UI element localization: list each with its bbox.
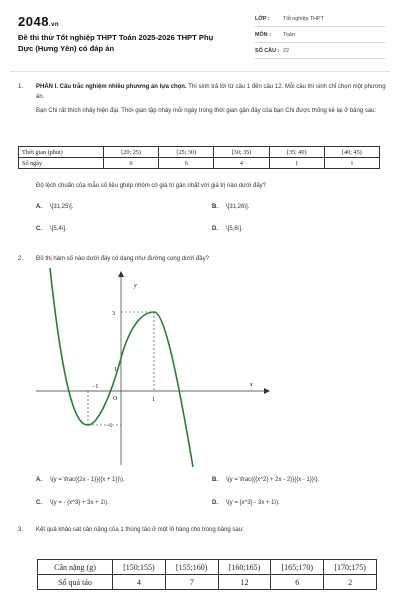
meta-row-count xyxy=(255,45,385,59)
option-d[interactable] xyxy=(212,500,280,506)
q3-weight-table xyxy=(37,559,377,590)
option-a[interactable] xyxy=(36,204,73,210)
option-text: \[5,4\]. xyxy=(50,226,67,232)
tick-label-x1: 1 xyxy=(152,397,155,403)
option-label: A. xyxy=(36,204,42,210)
part-instructions xyxy=(36,82,390,102)
table-cell: [160;165) xyxy=(218,560,271,575)
exam-meta xyxy=(255,13,385,61)
question-stem: Kết quả khảo sát cân nặng của 1 thùng táo ở một lô hàng cho trong bảng sau: xyxy=(36,527,244,533)
option-text: \[31,26\]. xyxy=(226,204,250,210)
option-d[interactable] xyxy=(212,226,243,232)
question-stem: Đồ thị hàm số nào dưới đây có dạng như đường cong dưới đây? xyxy=(36,256,209,262)
table-cell: [25; 30) xyxy=(159,147,214,158)
table-cell: [170;175) xyxy=(324,560,377,575)
option-b[interactable] xyxy=(212,477,319,483)
logo-suffix: .vn xyxy=(48,22,60,28)
meta-value: Tốt nghiệp THPT xyxy=(283,16,324,22)
option-label: D. xyxy=(212,500,218,506)
table-cell: 1 xyxy=(324,158,379,169)
table-row xyxy=(38,575,377,590)
table-cell: 12 xyxy=(218,575,271,590)
option-label: C. xyxy=(36,500,42,506)
table-cell: [35; 40) xyxy=(269,147,324,158)
table-cell: Số ngày xyxy=(19,158,104,169)
option-label: C. xyxy=(36,226,42,232)
table-cell: 6 xyxy=(159,158,214,169)
origin-label: O xyxy=(113,396,118,402)
x-axis-label: x xyxy=(250,382,253,388)
tick-label-yneg1: −1 xyxy=(106,423,113,429)
table-cell: 4 xyxy=(113,575,166,590)
meta-key: MÔN : xyxy=(255,32,271,38)
option-c[interactable] xyxy=(36,226,67,232)
table-cell: Cân nặng (g) xyxy=(38,560,113,575)
option-label: D. xyxy=(212,226,218,232)
question-number: 1. xyxy=(18,84,24,90)
table-cell: 4 xyxy=(214,158,269,169)
q1-table-wrap xyxy=(18,146,380,169)
meta-row-subject xyxy=(255,29,385,43)
meta-key: LỚP : xyxy=(255,16,270,22)
table-cell: 1 xyxy=(269,158,324,169)
function-curve xyxy=(50,268,193,467)
table-cell: 6 xyxy=(271,575,324,590)
site-logo[interactable] xyxy=(18,14,59,29)
question-body xyxy=(36,82,390,120)
x-axis-arrow xyxy=(264,388,270,394)
table-cell: Thời gian (phút) xyxy=(19,147,104,158)
y-axis-arrow xyxy=(118,271,124,277)
logo-text: 2048 xyxy=(18,14,49,29)
option-label: B. xyxy=(212,477,218,483)
meta-value: 22 xyxy=(283,48,289,54)
tick-label-y3: 3 xyxy=(112,311,115,317)
tick-label-y1: 1 xyxy=(114,367,117,373)
header-divider xyxy=(10,71,390,72)
page-header xyxy=(0,0,400,70)
tick-label-xneg1: −1 xyxy=(92,384,99,390)
option-text: \(y = - {x^3} + 3x + 1\). xyxy=(50,500,110,506)
question-stem: Bạn Chi rất thích nhảy hiện đại. Thời gian tập nhảy mỗi ngày trong thời gian gần đây của bạn Chi được thống kê lại ở bảng sau: xyxy=(36,108,377,114)
table-cell: 2 xyxy=(324,575,377,590)
option-text: \(y = {x^3} - 3x + 1\). xyxy=(226,500,280,506)
q3-table-wrap xyxy=(37,559,377,590)
table-cell: [155;160) xyxy=(165,560,218,575)
q1-frequency-table xyxy=(18,146,380,169)
part-label: PHẦN I. Câu trắc nghiệm nhiều phương án lựa chọn. xyxy=(36,84,187,90)
exam-title: Đề thi thử Tốt nghiệp THPT Toán 2025-2026 THPT Phụ Dực (Hưng Yên) có đáp án xyxy=(18,33,214,53)
question-text: Độ lệch chuẩn của mẫu số liệu ghép nhóm có giá trị gần nhất với giá trị nào dưới đây? xyxy=(36,183,267,189)
option-c[interactable] xyxy=(36,500,109,506)
table-header-row xyxy=(38,560,377,575)
option-a[interactable] xyxy=(36,477,125,483)
option-b[interactable] xyxy=(212,204,249,210)
question-number: 2. xyxy=(18,256,24,262)
table-row xyxy=(19,158,380,169)
option-label: B. xyxy=(212,204,218,210)
table-cell: [165;170) xyxy=(271,560,324,575)
table-cell: [30; 35) xyxy=(214,147,269,158)
table-header-row xyxy=(19,147,380,158)
table-cell: [150;155) xyxy=(113,560,166,575)
y-axis-label: y xyxy=(134,283,137,289)
part-text: Thí sinh trả lời từ câu 1 đến câu 12. Mỗi câu thí sinh chỉ chọn một phương án. xyxy=(36,84,386,100)
option-text: \(y = \frac{{{x^2} + 2x - 2}}{{x - 1}}\). xyxy=(226,477,320,483)
table-cell: [40; 45) xyxy=(324,147,379,158)
table-cell: 7 xyxy=(165,575,218,590)
cubic-graph xyxy=(36,267,276,467)
table-cell: [20; 25) xyxy=(104,147,159,158)
option-text: \[31,25\]. xyxy=(50,204,74,210)
question-number: 3. xyxy=(18,527,24,533)
meta-row-class xyxy=(255,13,385,27)
option-text: \[5,6\]. xyxy=(226,226,243,232)
meta-key: SỐ CÂU : xyxy=(255,48,280,54)
table-cell: 6 xyxy=(104,158,159,169)
meta-value: Toán xyxy=(283,32,295,38)
option-label: A. xyxy=(36,477,42,483)
option-text: \(y = \frac{{2x - 1}}{{x + 1}}\). xyxy=(50,477,125,483)
table-cell: Số quả táo xyxy=(38,575,113,590)
